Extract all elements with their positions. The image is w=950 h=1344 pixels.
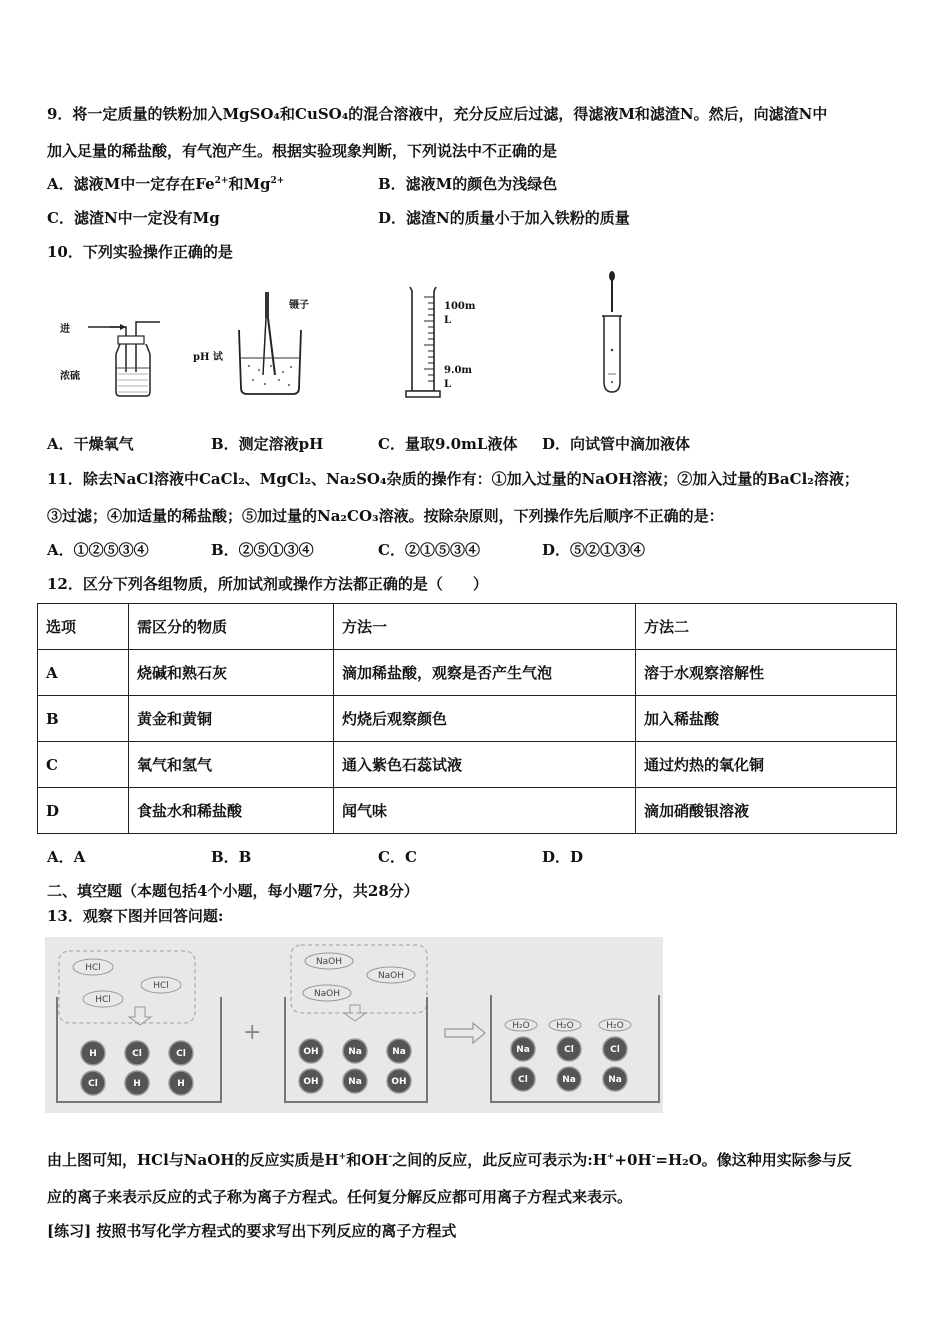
- q9-stem-line2: 加入足量的稀盐酸，有气泡产生。根据实验现象判断，下列说法中不正确的是: [47, 142, 558, 160]
- ion-label: H: [177, 1079, 185, 1089]
- q13-stem: 13．观察下图并回答问题:: [47, 907, 224, 925]
- water-molecule-label: H₂O: [512, 1021, 530, 1031]
- water-molecule-label: H₂O: [556, 1021, 574, 1031]
- q11-option-d: D．⑤②①③④: [542, 541, 646, 559]
- table-cell: 食盐水和稀盐酸: [129, 788, 334, 834]
- ion-label: Na: [392, 1047, 406, 1057]
- ph-paper-label: pH 试: [193, 352, 223, 363]
- q13-paragraph-line2: 应的离子来表示反应的式子称为离子方程式。任何复分解反应都可用离子方程式来表示。: [47, 1188, 633, 1206]
- table-row: [38, 742, 897, 788]
- table-cell: 黄金和黄铜: [129, 696, 334, 742]
- q10-option-d: D．向试管中滴加液体: [542, 435, 691, 453]
- test-tube-dropper-figure: [598, 270, 638, 400]
- ion-label: Na: [348, 1077, 362, 1087]
- graduated-cylinder-figure: [400, 283, 500, 401]
- table-header-cell: 方法二: [636, 604, 897, 650]
- table-cell: C: [38, 742, 129, 788]
- q10-stem: 10．下列实验操作正确的是: [47, 243, 233, 261]
- q12-stem: 12．区分下列各组物质，所加试剂或操作方法都正确的是（ ）: [47, 575, 488, 593]
- q10-option-a: A．干燥氧气: [47, 435, 134, 453]
- plus-sign: +: [243, 1020, 262, 1045]
- q9-option-a: A．滤液M中一定存在$Fe^{2+}$和$Mg^{2+}$: [47, 175, 285, 193]
- ion-label: H: [133, 1079, 141, 1089]
- q12-option-b: B．B: [211, 848, 252, 866]
- q11-option-a: A．①②⑤③④: [47, 541, 149, 559]
- table-header-cell: 需区分的物质: [129, 604, 334, 650]
- q11-stem-line1: 11．除去NaCl溶液中CaCl₂、MgCl₂、Na₂SO₄杂质的操作有：①加入过量的NaOH溶液；②加入过量的BaCl₂溶液；: [47, 470, 859, 488]
- ph-test-figure: [193, 290, 323, 402]
- hcl-molecule-label: HCl: [85, 963, 101, 973]
- table-cell: A: [38, 650, 129, 696]
- table-cell: 闻气味: [334, 788, 636, 834]
- ion-label: OH: [303, 1047, 319, 1057]
- table-cell: D: [38, 788, 129, 834]
- naoh-molecule-label: NaOH: [377, 971, 405, 981]
- table-cell: 溶于水观察溶解性: [636, 650, 897, 696]
- hcl-molecule-label: HCl: [153, 981, 169, 991]
- table-row: [38, 696, 897, 742]
- table-header-cell: 选项: [38, 604, 129, 650]
- ion-label: Na: [608, 1075, 622, 1085]
- table-row: [38, 650, 897, 696]
- ion-label: Na: [562, 1075, 576, 1085]
- table-cell: 加入稀盐酸: [636, 696, 897, 742]
- ion-reaction-diagram: [45, 937, 663, 1113]
- table-cell: 滴加稀盐酸，观察是否产生气泡: [334, 650, 636, 696]
- ion-label: Cl: [176, 1049, 186, 1059]
- cylinder-top-unit: L: [444, 315, 452, 326]
- q13-paragraph-line1: 由上图可知，HCl与NaOH的反应实质是H+和OH-之间的反应，此反应可表示为:H++0H-=H₂O。像这种用实际参与反: [47, 1151, 852, 1169]
- cylinder-mid-unit: L: [444, 379, 452, 390]
- cylinder-top-label: 100m: [444, 301, 476, 312]
- table-cell: 滴加硝酸银溶液: [636, 788, 897, 834]
- q10-option-c: C．量取9.0mL液体: [378, 435, 518, 453]
- table-cell: 通过灼热的氧化铜: [636, 742, 897, 788]
- ion-label: H: [89, 1049, 97, 1059]
- q10-option-b: B．测定溶液pH: [211, 435, 324, 453]
- q11-option-b: B．②⑤①③④: [211, 541, 314, 559]
- table-header-row: [38, 604, 897, 650]
- ion-label: Cl: [132, 1049, 142, 1059]
- q9-option-c: C．滤渣N中一定没有Mg: [47, 209, 220, 227]
- table-cell: 烧碱和熟石灰: [129, 650, 334, 696]
- section-title: 二、填空题（本题包括4个小题，每小题7分，共28分）: [47, 882, 419, 900]
- q9-option-b: B．滤液M的颜色为浅绿色: [378, 175, 558, 193]
- table-header-cell: 方法一: [334, 604, 636, 650]
- ion-label: Na: [348, 1047, 362, 1057]
- q12-option-d: D．D: [542, 848, 584, 866]
- ion-label: Cl: [88, 1079, 98, 1089]
- table-cell: 灼烧后观察颜色: [334, 696, 636, 742]
- inlet-label: 进: [60, 324, 70, 335]
- table-cell: 氧气和氢气: [129, 742, 334, 788]
- q12-option-a: A．A: [47, 848, 86, 866]
- naoh-molecule-label: NaOH: [315, 957, 343, 967]
- water-molecule-label: H₂O: [606, 1021, 624, 1031]
- q13-exercise: [练习] 按照书写化学方程式的要求写出下列反应的离子方程式: [47, 1222, 457, 1240]
- ion-label: OH: [391, 1077, 407, 1087]
- ion-label: Cl: [564, 1045, 574, 1055]
- q11-stem-line2: ③过滤；④加适量的稀盐酸；⑤加过量的Na₂CO₃溶液。按除杂原则，下列操作先后顺序不正确的是：: [47, 507, 724, 525]
- q12-table: [37, 603, 897, 834]
- table-cell: 通入紫色石蕊试液: [334, 742, 636, 788]
- q11-option-c: C．②①⑤③④: [378, 541, 480, 559]
- q12-option-c: C．C: [378, 848, 417, 866]
- gas-drying-bottle-figure: [58, 312, 168, 402]
- cylinder-mid-label: 9.0m: [444, 365, 472, 376]
- q9-option-d: D．滤渣N的质量小于加入铁粉的质量: [378, 209, 630, 227]
- table-cell: B: [38, 696, 129, 742]
- ion-label: OH: [303, 1077, 319, 1087]
- naoh-molecule-label: NaOH: [313, 989, 341, 999]
- ion-label: Na: [516, 1045, 530, 1055]
- hcl-molecule-label: HCl: [95, 995, 111, 1005]
- dryer-label: 浓硫: [60, 371, 80, 382]
- tweezers-label: 镊子: [289, 300, 309, 311]
- q9-stem-line1: 9．将一定质量的铁粉加入MgSO₄和CuSO₄的混合溶液中，充分反应后过滤，得滤液M和滤渣N。然后，向滤渣N中: [47, 105, 828, 123]
- table-row: [38, 788, 897, 834]
- ion-label: Cl: [610, 1045, 620, 1055]
- ion-label: Cl: [518, 1075, 528, 1085]
